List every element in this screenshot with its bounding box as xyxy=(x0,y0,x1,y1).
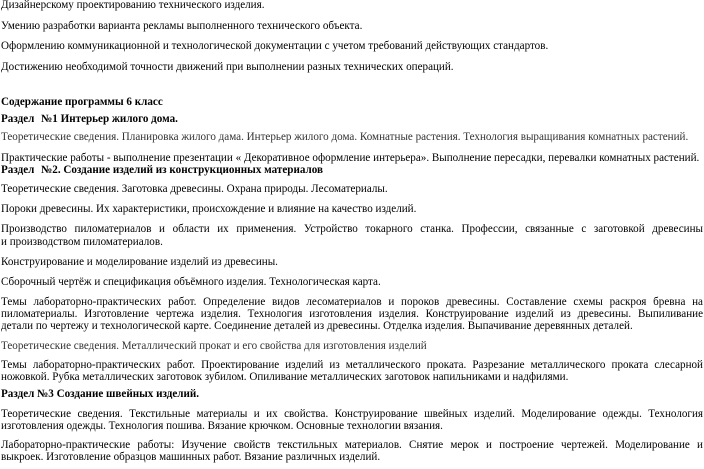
section-3-paragraph-1-line-1: Теоретические сведения. Текстильные материалы и их свойства. Конструирование швейных изделий. Моделирование одежды. Технология xyxy=(1,408,703,420)
section-1-practice: Практические работы - выполнение презентации « Декоративное оформление интерьера». Выполнение пересадки, перевалки комнатных растений. xyxy=(1,152,700,164)
section-2-paragraph-4: Конструирование и моделирование изделий из древесины. xyxy=(1,256,278,268)
section-3-heading: Раздел №3 Создание швейных изделий. xyxy=(1,388,200,400)
intro-item-4: Достижению необходимой точности движений при выполнении разных технических операций. xyxy=(1,61,454,73)
section-1-label: Раздел xyxy=(1,113,35,125)
section-3-paragraph-1-line-2: изготовления одежды. Технология пошива. Вязание крючком. Основные технологии вязания. xyxy=(1,420,443,432)
section-2-paragraph-6-line-3: детали по чертежу и технологической карте. Соединение деталей из древесины. Отделка изделия. Выпачивание деревянных деталей. xyxy=(1,320,633,332)
section-2-paragraph-8-line-2: ножовкой. Рубка металлических заготовок зубилом. Опиливание металлических заготовок напильниками и надфилями. xyxy=(1,371,569,383)
section-1-theory: Теоретические сведения. Планировка жилого дама. Интерьер жилого дома. Комнатные растения. Технология выращивания комнатных растений. xyxy=(1,131,689,143)
section-2-paragraph-2: Пороки древесины. Их характеристики, происхождение и влияние на качество изделий. xyxy=(1,203,417,215)
section-2-title: №2. Создание изделий из конструкционных материалов xyxy=(41,164,323,176)
section-3-paragraph-2-line-2: выкроек. Изготовление образцов машинных работ. Вязание различных изделий. xyxy=(1,451,381,463)
intro-item-1: Дизайнерскому проектированию технического изделия. xyxy=(1,0,265,11)
program-title: Содержание программы 6 класс xyxy=(1,96,163,108)
intro-item-3: Оформлению коммуникационной и технологической документации с учетом требований действующих стандартов. xyxy=(1,40,549,52)
section-1-heading xyxy=(1,113,703,127)
section-2-paragraph-3-line-2: и производством пиломатериалов. xyxy=(1,236,163,248)
section-2-paragraph-7: Теоретические сведения. Металлический прокат и его свойства для изготовления изделий xyxy=(1,340,427,352)
section-2-paragraph-6-line-1: Темы лабораторно-практических работ. Определение видов лесоматериалов и пороков древесины. Составление схемы раскроя бревна на xyxy=(1,296,703,308)
section-2-paragraph-3-line-1: Производство пиломатериалов и области их применения. Устройство токарного станка. Профессии, связанные с заготовкой древесины xyxy=(1,223,703,235)
section-2-paragraph-1: Теоретические сведения. Заготовка древесины. Охрана природы. Лесоматериалы. xyxy=(1,183,388,195)
section-3-paragraph-2-line-1: Лабораторно-практические работы: Изучение свойств текстильных материалов. Снятие мерок и построение чертежей. Моделирование и xyxy=(1,439,703,451)
section-2-paragraph-8-line-1: Темы лабораторно-практических работ. Проектирование изделий из металлического проката. Разрезание металлического проката слесарной xyxy=(1,359,703,371)
section-2-heading xyxy=(1,164,703,178)
section-2-paragraph-6-line-2: пиломатериалы. Изготовление чертежа изделия. Технология изготовления изделия. Конструирование изделий из древесины. Выпиливание xyxy=(1,308,703,320)
section-2-paragraph-5: Сборочный чертёж и спецификация объёмного изделия. Технологическая карта. xyxy=(1,276,381,288)
intro-item-2: Умению разработки варианта рекламы выполненного технического объекта. xyxy=(1,20,363,32)
section-2-label: Раздел xyxy=(1,164,35,176)
section-1-title: №1 Интерьер жилого дома. xyxy=(41,113,178,125)
